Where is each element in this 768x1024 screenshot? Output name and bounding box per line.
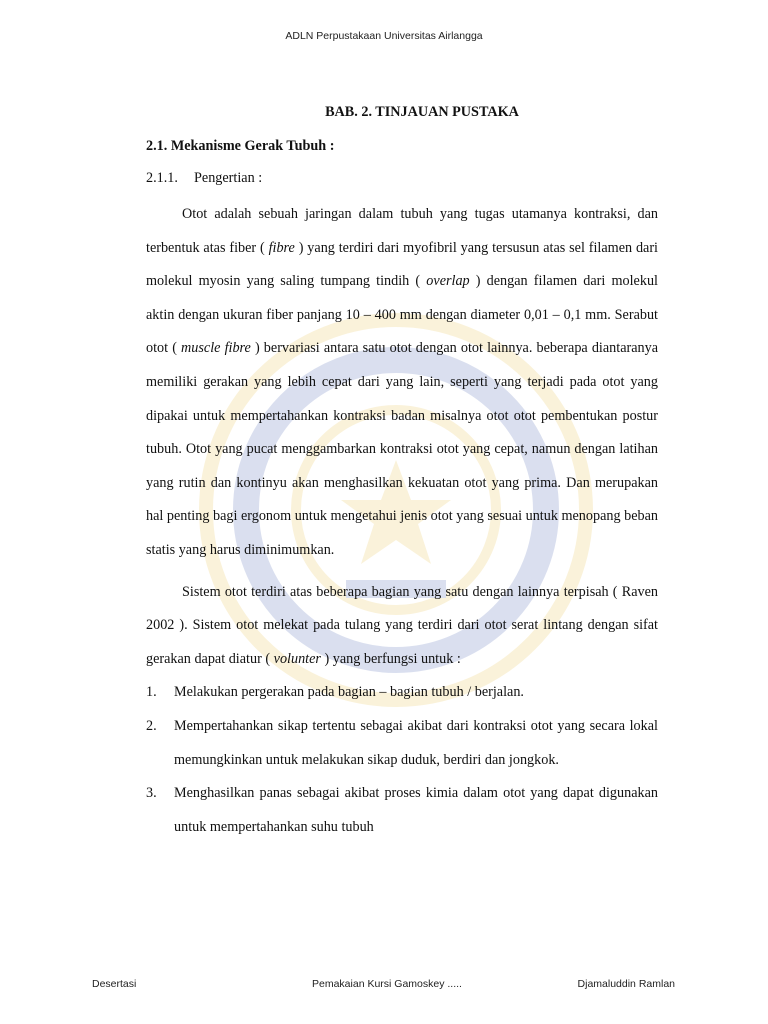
list-item [146, 710, 658, 777]
footer-left: Desertasi [92, 978, 137, 990]
list-item [146, 777, 658, 844]
italic-term: volunter [273, 650, 321, 667]
italic-term: fibre [268, 239, 295, 256]
footer-right: Djamaluddin Ramlan [577, 978, 675, 990]
paragraph-sistem-otot [146, 576, 658, 677]
italic-term: muscle fibre [181, 340, 251, 357]
section-title: 2.1. Mekanisme Gerak Tubuh : [146, 138, 335, 154]
chapter-title: BAB. 2. TINJAUAN PUSTAKA [325, 104, 519, 120]
list-text: Melakukan pergerakan pada bagian – bagian tubuh / berjalan. [174, 684, 524, 701]
subsection-heading [146, 166, 658, 190]
list-text: Menghasilkan panas sebagai akibat proses kimia dalam otot yang dapat digunakan untuk mempertahankan suhu tubuh [174, 785, 658, 835]
list-text: Mempertahankan sikap tertentu sebagai akibat dari kontraksi otot yang secara lokal memungkinkan untuk melakukan sikap duduk, berdiri dan jongkok. [174, 717, 658, 768]
document-body [146, 100, 658, 844]
subsection-number: 2.1.1. [146, 170, 178, 186]
list-item [146, 676, 658, 710]
list-number: 2. [146, 717, 157, 734]
paragraph-text: ) yang berfungsi untuk : [320, 650, 461, 667]
paragraph-otot-definition [146, 198, 658, 568]
paragraph-text: ) bervariasi antara satu otot dengan otot lainnya. beberapa diantaranya memiliki gerakan yang lebih cepat dari yang lain, seperti yang terjadi pada otot yang dipakai untuk mempertahankan kontraksi badan misalnya otot otot pembentukan postur tubuh. Otot yang pucat menggambarkan kontraksi otot yang cepat, namun dengan latihan yang rutin dan kontinyu akan menghasilkan kekuatan otot yang prima. Dan merupakan hal penting bagi ergonom untuk mengetahui jenis otot yang sesuai untuk menopang beban statis yang harus diminimumkan. [146, 340, 659, 558]
paragraph-text: Otot adalah sebuah jaringan dalam tubuh yang tugas utamanya kontraksi, dan terbentuk atas fiber ( [146, 206, 658, 256]
footer-center: Pemakaian Kursi Gamoskey ..... [312, 978, 462, 990]
paragraph-text: Sistem otot terdiri atas beberapa bagian yang satu dengan lainnya terpisah ( Raven 2002 ). Sistem otot melekat pada tulang yang terdiri dari otot serat lintang dengan sifat gerakan dapat diatur ( [146, 583, 658, 667]
list-number: 1. [146, 684, 157, 701]
paragraph-text: ) yang terdiri dari myofibril yang tersusun atas sel filamen dari molekul myosin yang saling tumpang tindih ( [146, 239, 658, 290]
subsection-title: Pengertian : [194, 170, 263, 186]
list-number: 3. [146, 785, 157, 802]
paragraph-text: ) dengan filamen dari molekul aktin dengan ukuran fiber panjang 10 – 400 mm dengan diameter 0,01 – 0,1 mm. Serabut otot ( [146, 273, 658, 357]
function-list [146, 676, 658, 844]
italic-term: overlap [426, 273, 470, 290]
page-header: ADLN Perpustakaan Universitas Airlangga [285, 30, 483, 42]
